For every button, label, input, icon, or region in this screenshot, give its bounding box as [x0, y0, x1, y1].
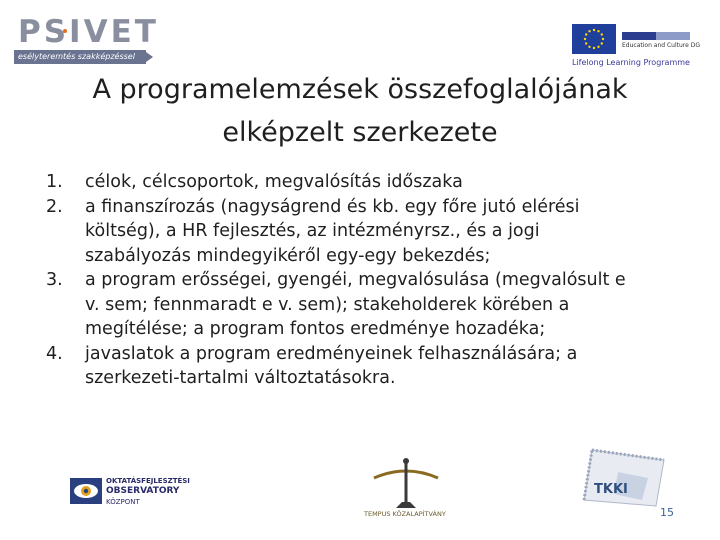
list-item-line: v. sem; fennmaradt e v. sem); stakeholderek körében a — [85, 294, 570, 315]
observatory-line-1: OKTATÁSFEJLESZTÉSI — [106, 477, 190, 485]
list-item-line: költség), a HR fejlesztés, az intézményrsz., és a jogi — [85, 221, 540, 241]
list-item-line: szerkezeti-tartalmi változtatásokra. — [85, 368, 396, 388]
psivet-logo — [14, 14, 159, 66]
list-item-line: javaslatok a program eredményeinek felhasználására; a — [85, 343, 578, 364]
eu-dg-label: Education and Culture DG — [622, 42, 700, 49]
psivet-arrow-icon — [146, 52, 153, 62]
list-item-number: 2. — [46, 196, 63, 217]
list-item-number: 4. — [46, 343, 63, 364]
tkki-emblem-icon — [578, 442, 670, 512]
list-item-line: célok, célcsoportok, megvalósítás időszaka — [85, 172, 463, 192]
eye-icon — [70, 478, 102, 504]
list-item — [46, 342, 696, 391]
list-item — [46, 195, 696, 269]
slide-title — [40, 68, 680, 154]
eu-programme-label: Lifelong Learning Programme — [572, 58, 690, 67]
psivet-tagline: esélyteremtés szakképzéssel — [14, 50, 146, 64]
numbered-list — [46, 170, 696, 391]
psivet-wordmark: PSIVET — [18, 14, 159, 50]
list-item-number: 1. — [46, 172, 63, 192]
list-item — [46, 170, 696, 195]
list-item-line: szabályozás mindegyikéről egy-egy bekezdés; — [85, 245, 491, 266]
observatory-line-3: KÖZPONT — [106, 498, 140, 506]
eu-llp-logo — [572, 22, 702, 68]
observatory-line-2: OBSERVATORY — [106, 486, 180, 496]
slide-title-line-2: elképzelt szerkezete — [222, 117, 498, 148]
list-item-line: a program erősségei, gyengéi, megvalósulása (megvalósult e — [85, 270, 626, 290]
eu-flag-icon — [572, 24, 616, 54]
list-item-line: megítélése; a program fontos eredménye hozadéka; — [85, 319, 546, 339]
dg-stripes-icon — [622, 32, 690, 40]
list-item-number: 3. — [46, 270, 63, 290]
list-item-line: a finanszírozás (nagyságrend és kb. egy főre jutó elérési — [85, 196, 580, 217]
page-number: 15 — [660, 506, 674, 519]
tempus-logo — [356, 456, 456, 520]
observatory-logo — [70, 474, 190, 510]
tkki-logo — [578, 442, 670, 512]
scales-icon — [356, 456, 456, 510]
tkki-label: TKKI — [594, 482, 628, 497]
list-item — [46, 268, 696, 342]
slide-title-line-1: A programelemzések összefoglalójának — [92, 74, 628, 105]
tempus-label: TEMPUS KÖZALAPÍTVÁNY — [364, 510, 446, 518]
